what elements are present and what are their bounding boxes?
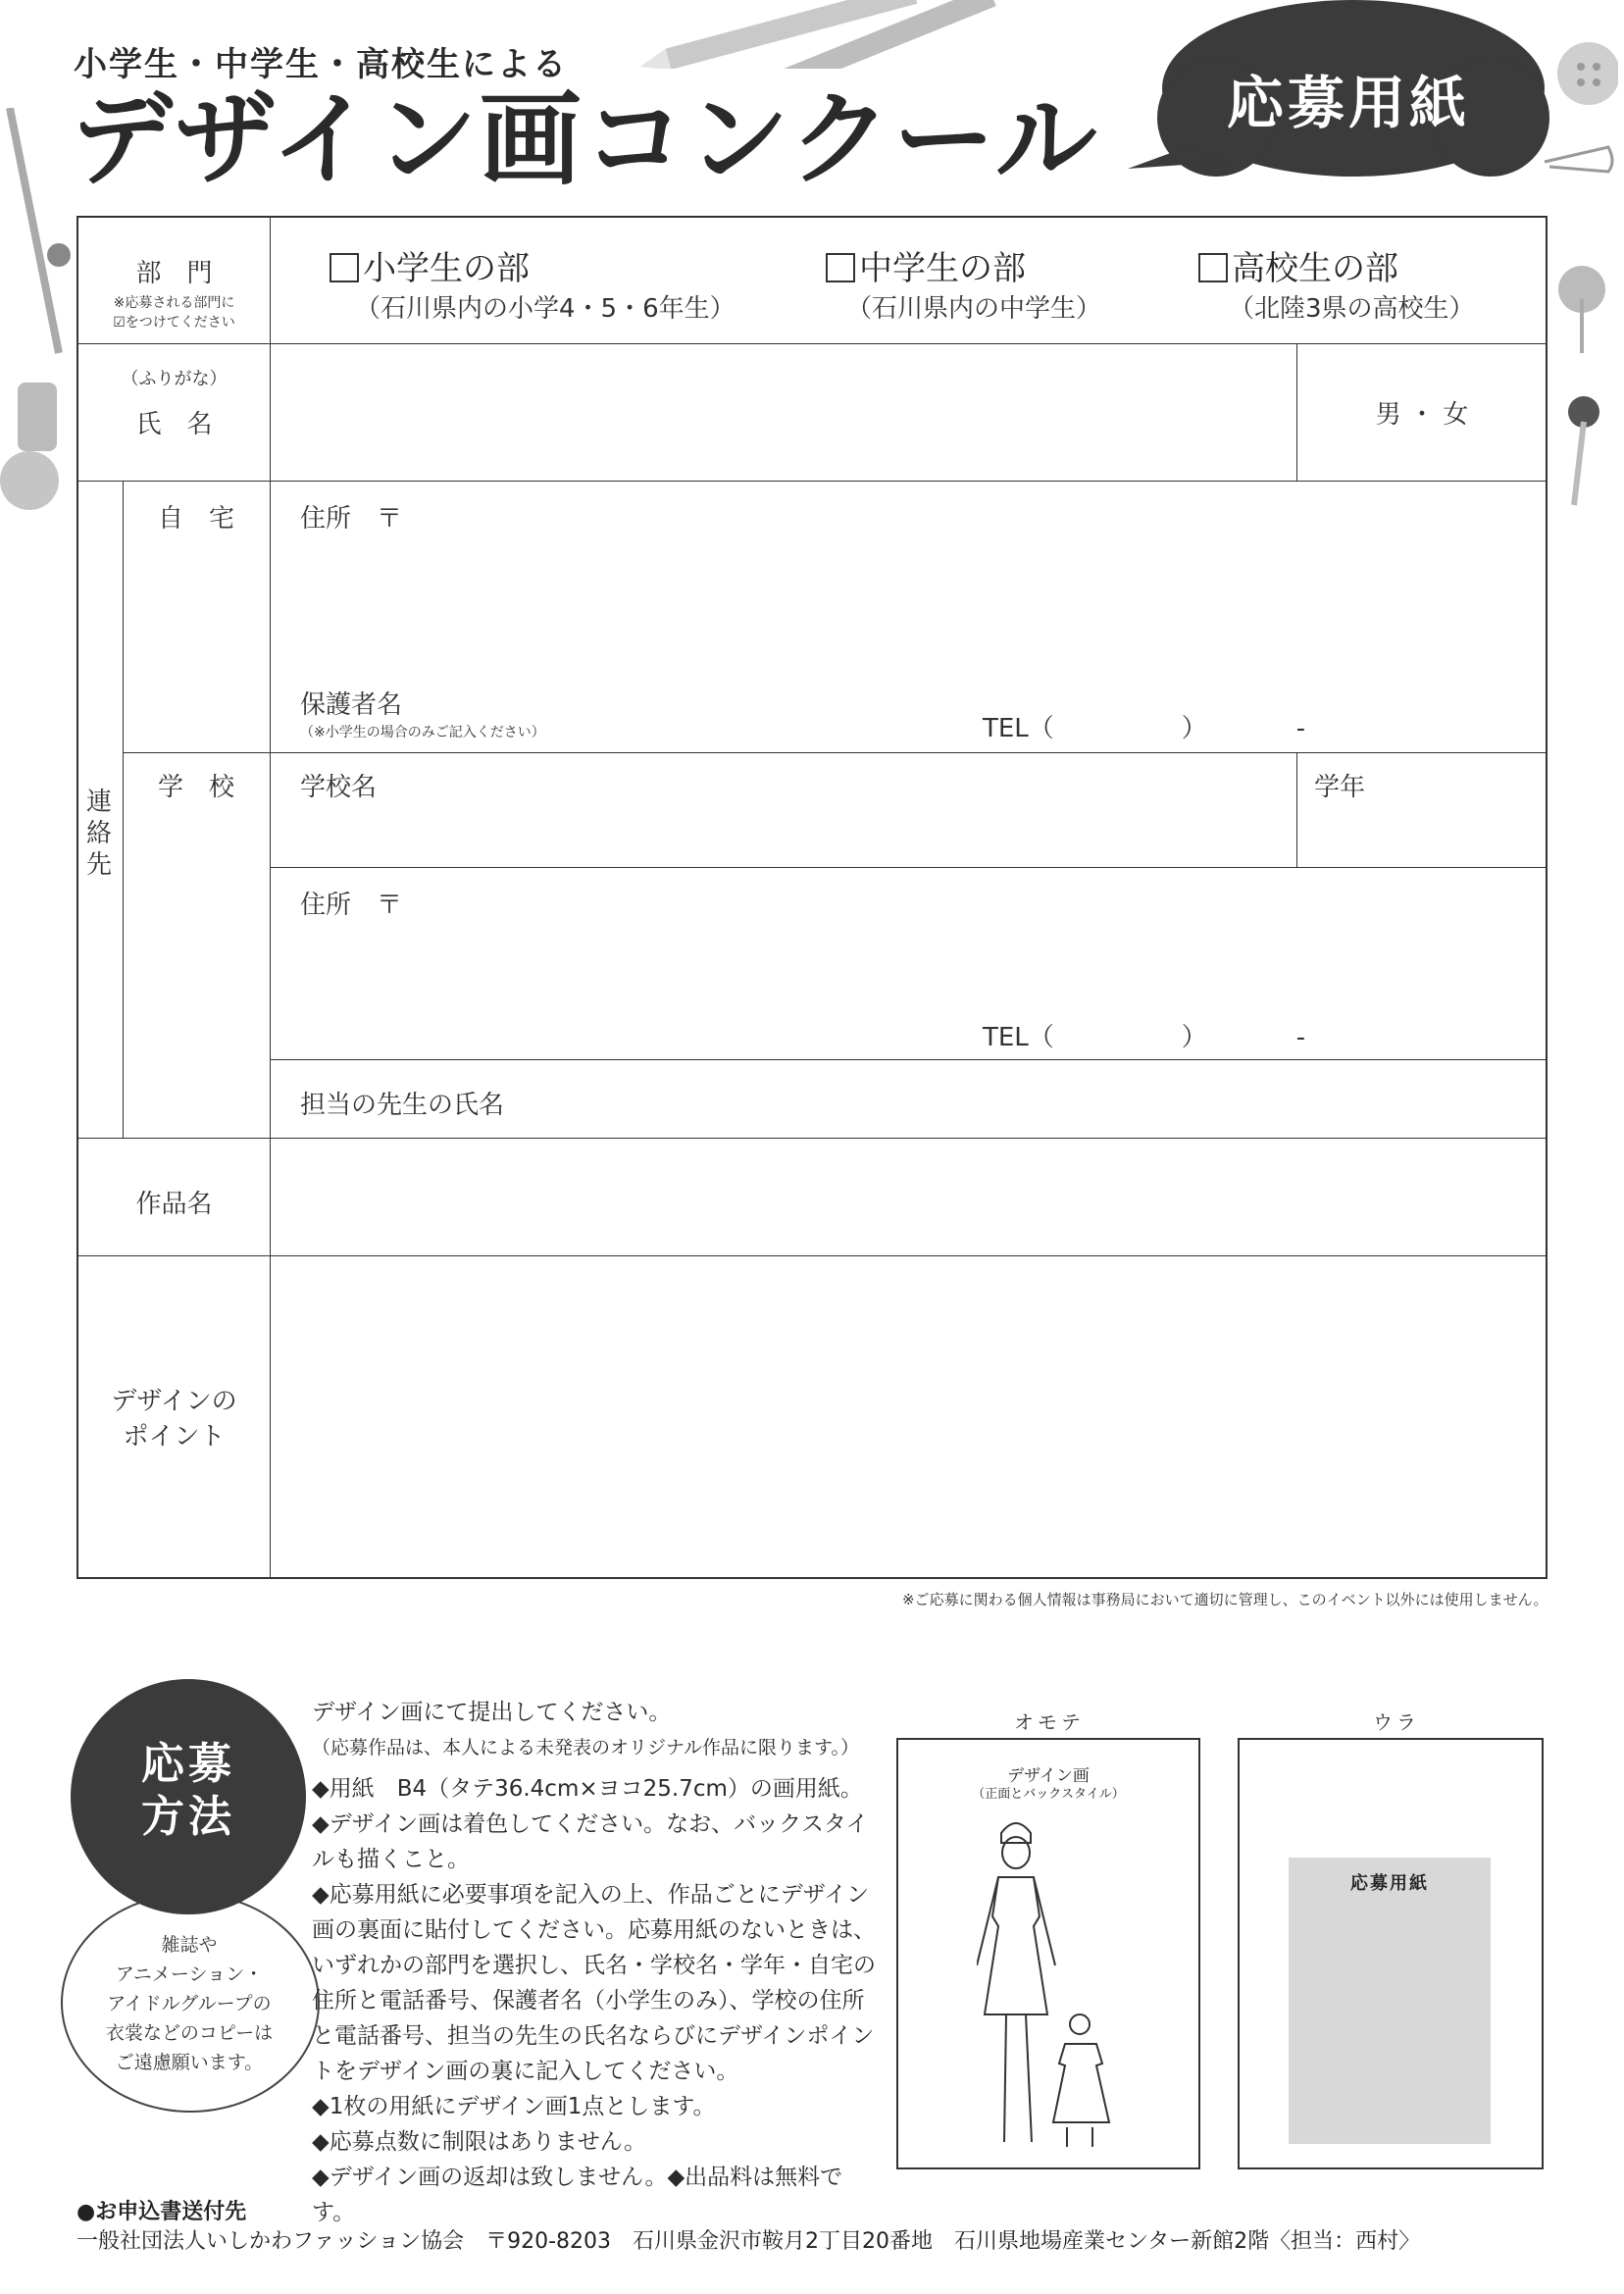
guardian-label: 保護者名	[300, 690, 403, 720]
back-entry-form-paper	[1289, 1858, 1491, 2144]
furigana-label: （ふりがな）	[121, 369, 228, 389]
design-point-label-2: ポイント	[123, 1422, 226, 1452]
front-label: オモテ	[1014, 1710, 1085, 1734]
button-decoration	[1549, 29, 1618, 118]
checkbox-elementary[interactable]	[330, 253, 359, 282]
guardian-note: （※小学生の場合のみご記入ください）	[300, 725, 545, 740]
front-caption: デザイン画	[1007, 1766, 1090, 1786]
spool-decoration	[0, 108, 76, 520]
copy-note: 雑誌や アニメーション・ アイドルグループの 衣裳などのコピーは ご遠慮願います。	[105, 1934, 274, 2073]
design-point-label-1: デザインの	[111, 1387, 237, 1416]
option-elementary-label: 小学生の部	[363, 249, 530, 288]
department-label: 部 門	[135, 259, 213, 288]
dress-illustration	[977, 1809, 1173, 2152]
department-note-1: ※応募される部門に	[113, 295, 235, 311]
checkbox-junior-high[interactable]	[826, 253, 855, 282]
home-label: 自 宅	[157, 504, 234, 534]
name-field[interactable]	[272, 345, 1295, 480]
back-label: ウラ	[1373, 1710, 1420, 1734]
pin-decoration	[1554, 260, 1613, 515]
method-item: ◆デザイン画は着色してください。なお、バックスタイルも描くこと。	[312, 1811, 869, 1872]
contact-label: 連 絡 先	[86, 788, 113, 880]
method-item: ◆応募用紙に必要事項を記入の上、作品ごとにデザイン画の裏面に貼付してください。応募用紙のないときは、いずれかの部門を選択し、氏名・学校名・学年・自宅の住所と電話番号、保護者名（小学生のみ）、学校の住所と電話番号、担当の先生の氏名ならびにデザインポイントをデザイン画の裏に記入してください。	[312, 1882, 876, 2084]
badge-title: 応募用紙	[1226, 70, 1470, 136]
method-item: ◆用紙 B4（タテ36.4cm×ヨコ25.7cm）の画用紙。	[312, 1776, 863, 1802]
entry-form	[76, 216, 1548, 1579]
option-elementary[interactable]	[330, 241, 530, 289]
school-tel-field[interactable]: TEL（ ） -	[983, 1023, 1306, 1052]
option-junior-high-sub: （石川県内の中学生）	[846, 294, 1102, 324]
method-text	[312, 1695, 881, 2230]
subtitle: 小学生・中学生・高校生による	[74, 45, 568, 84]
option-junior-high[interactable]	[826, 241, 1026, 289]
option-high-school-label: 高校生の部	[1232, 249, 1398, 288]
department-note-2: ☑をつけてください	[113, 315, 235, 331]
method-item: ◆デザイン画の返却は致しません。◆出品料は無料です。	[312, 2165, 843, 2225]
pencil-decoration	[628, 0, 1000, 69]
method-item: ◆1枚の用紙にデザイン画1点とします。	[312, 2094, 716, 2119]
method-intro-note: （応募作品は、本人による未発表のオリジナル作品に限ります。）	[312, 1737, 860, 1759]
school-name-field[interactable]: 学校名	[300, 773, 378, 802]
page-title: デザイン画コンクール	[71, 79, 1099, 199]
option-high-school-sub: （北陸3県の高校生）	[1229, 294, 1475, 324]
option-junior-high-label: 中学生の部	[859, 249, 1026, 288]
home-address-field[interactable]: 住所 〒	[300, 504, 403, 534]
grade-field[interactable]: 学年	[1314, 773, 1366, 802]
work-title-field[interactable]	[272, 1140, 1544, 1254]
footer-address: 一般社団法人いしかわファッション協会 〒920-8203 石川県金沢市鞍月2丁目20番地 石川県地場産業センター新館2階〈担当：西村〉	[76, 2229, 1421, 2254]
home-tel-field[interactable]: TEL（ ） -	[983, 714, 1306, 743]
method-item: ◆応募点数に制限はありません。	[312, 2129, 647, 2155]
school-label: 学 校	[157, 773, 234, 802]
teacher-name-field[interactable]: 担当の先生の氏名	[300, 1091, 505, 1120]
option-elementary-sub: （石川県内の小学4・5・6年生）	[355, 294, 736, 324]
checkbox-high-school[interactable]	[1198, 253, 1228, 282]
gender-field[interactable]: 男 ・ 女	[1375, 400, 1469, 430]
front-caption-sub: （正面とバックスタイル）	[972, 1787, 1125, 1802]
method-badge-text: 応募 方法	[141, 1739, 235, 1842]
name-label: 氏 名	[135, 410, 213, 439]
back-panel	[1238, 1738, 1544, 2169]
school-address-field[interactable]: 住所 〒	[300, 891, 403, 920]
method-intro: デザイン画にて提出してください。	[312, 1700, 672, 1725]
front-panel	[896, 1738, 1200, 2169]
privacy-note: ※ご応募に関わる個人情報は事務局において適切に管理し、このイベント以外には使用しません。	[902, 1591, 1548, 1608]
back-caption: 応募用紙	[1350, 1873, 1429, 1894]
work-title-label: 作品名	[135, 1190, 213, 1219]
design-point-field[interactable]	[272, 1257, 1544, 1577]
footer-heading: ●お申込書送付先	[76, 2200, 247, 2224]
option-high-school[interactable]	[1198, 241, 1398, 289]
